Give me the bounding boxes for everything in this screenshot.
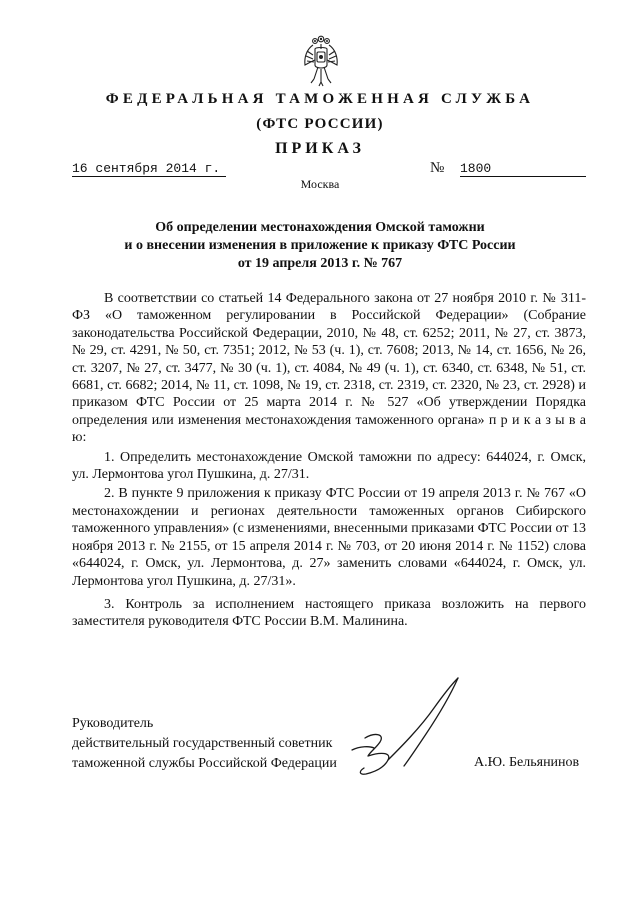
- coat-of-arms-icon: [301, 35, 341, 87]
- document-city: Москва: [300, 177, 340, 191]
- subject-line: и о внесении изменения в приложение к приказу ФТС России: [124, 238, 516, 253]
- signer-title-line: таможенной службы Российской Федерации: [72, 756, 337, 771]
- organization-abbreviation: (ФТС РОССИИ): [256, 116, 384, 132]
- item-2-paragraph: 2. В пункте 9 приложения к приказу ФТС России от 19 апреля 2013 г. № 767 «О местонахождении и регионах деятельности таможенных органов Сибирского таможенного управления» (с изменениями, внесенными приказами ФТС России от 13 ноября 2013 г. № 2155, от 15 апреля 2014 г. № 703, от 20 июня 2014 г. № 1152) слова «644024, г. Омск, ул. Лермонтова, д. 27» заменить словами «644024, г. Омск, ул. Лермонтова угол Пушкина, д. 27/31».: [72, 486, 586, 589]
- signer-title-block: [72, 714, 337, 774]
- signer-title-line: Руководитель: [72, 716, 154, 731]
- handwritten-signature-icon: [330, 668, 490, 808]
- document-date: 16 сентября 2014 г.: [72, 161, 226, 177]
- document-subject: [96, 219, 544, 273]
- number-value: 1800: [460, 162, 586, 177]
- document-body: [72, 290, 586, 631]
- organization-name: ФЕДЕРАЛЬНАЯ ТАМОЖЕННАЯ СЛУЖБА: [105, 91, 535, 107]
- item-3-paragraph: 3. Контроль за исполнением настоящего приказа возложить на первого заместителя руководителя ФТС России В.М. Малинина.: [72, 596, 586, 630]
- subject-line: Об определении местонахождения Омской таможни: [155, 220, 485, 235]
- signer-title-line: действительный государственный советник: [72, 736, 333, 751]
- preamble-paragraph: В соответствии со статьей 14 Федерального закона от 27 ноября 2010 г. № 311-ФЗ «О таможенном регулировании в Российской Федерации» (Собрание законодательства Российской Федерации, 2010, № 48, ст. 6252; 2011, № 27, ст. 3873, № 29, ст. 4291, № 50, ст. 7351; 2012, № 53 (ч. 1), ст. 7608; 2013, № 14, ст. 1656, № 26, ст. 3207, № 27, ст. 3477, № 30 (ч. 1), ст. 4084, № 49 (ч. 1), ст. 6340, ст. 6348, № 51, ст. 6681, ст. 6682; 2014, № 11, ст. 1098, № 19, ст. 2318, ст. 2319, ст. 2320, № 23, ст. 2928) и приказом ФТС России от 25 марта 2014 г. № 527 «Об утверждении Порядка определения или изменения местонахождения таможенного органа» п р и к а з ы в а ю:: [72, 291, 586, 446]
- item-1-paragraph: 1. Определить местонахождение Омской таможни по адресу: 644024, г. Омск, ул. Лермонтова угол Пушкина, д. 27/31.: [72, 449, 586, 483]
- subject-line: от 19 апреля 2013 г. № 767: [237, 256, 403, 271]
- signatory-name: А.Ю. Бельянинов: [474, 755, 580, 770]
- document-number: [430, 160, 586, 177]
- number-sign: №: [430, 160, 445, 176]
- document-type-title: ПРИКАЗ: [275, 140, 365, 157]
